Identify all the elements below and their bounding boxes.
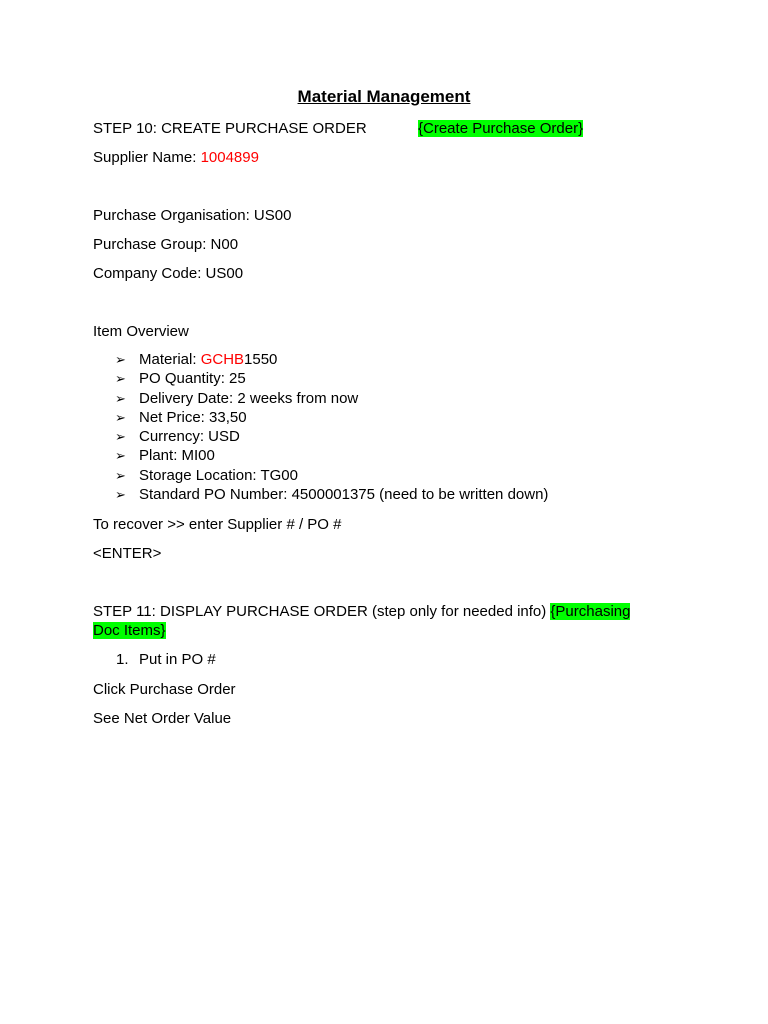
step11-heading-block [93,602,653,640]
list-item-storage-location [115,466,548,485]
company-code-line: Company Code: US00 [93,265,244,282]
item-overview-heading: Item Overview [93,323,189,340]
arrow-bullet-icon: ➢ [115,448,126,464]
standard-po-number-text: Standard PO Number: 4500001375 (need to be written down) [139,486,549,504]
recover-instruction: To recover >> enter Supplier # / PO # [93,516,342,533]
currency-text: Currency: USD [139,428,240,446]
list-number: 1. [116,651,129,668]
material-label: Material: [139,351,201,368]
step11-heading: STEP 11: DISPLAY PURCHASE ORDER (step only for needed info) [93,603,551,620]
step10-highlight: {Create Purchase Order} [418,120,584,137]
arrow-bullet-icon: ➢ [115,371,126,387]
arrow-bullet-icon: ➢ [115,352,126,367]
enter-instruction: <ENTER> [93,545,162,562]
step10-heading: STEP 10: CREATE PURCHASE ORDER [93,120,367,137]
list-item-net-price [115,408,548,427]
purchase-group-line: Purchase Group: N00 [93,236,239,253]
step10-transaction-label [418,119,583,138]
item-overview-list [115,350,548,504]
arrow-bullet-icon: ➢ [115,429,126,445]
storage-location-text: Storage Location: TG00 [139,466,298,484]
po-quantity-text: PO Quantity: 25 [139,370,246,388]
list-item-plant [115,446,548,465]
numbered-item-text: Put in PO # [139,651,216,668]
arrow-bullet-icon: ➢ [115,487,126,503]
material-code-suffix: 1550 [244,351,278,368]
document-title: Material Management [297,87,471,106]
click-po-instruction: Click Purchase Order [93,681,236,698]
arrow-bullet-icon: ➢ [115,409,126,425]
net-price-text: Net Price: 33,50 [139,408,247,426]
list-item-po-quantity [115,369,548,388]
supplier-value: 1004899 [200,149,259,166]
supplier-line [93,148,259,167]
purchase-org-line: Purchase Organisation: US00 [93,207,292,224]
see-net-order-value-instruction: See Net Order Value [93,710,232,727]
numbered-list-item [116,650,216,669]
list-item-material [115,350,548,369]
delivery-date-text: Delivery Date: 2 weeks from now [139,389,359,407]
step11-highlight: {Purchasing Doc Items} [93,603,631,639]
list-item-standard-po-number [115,485,548,504]
arrow-bullet-icon: ➢ [115,390,126,406]
arrow-bullet-icon: ➢ [115,467,126,483]
material-code-highlight: GCHB [200,351,245,368]
supplier-label: Supplier Name: [93,149,201,166]
list-item-delivery-date [115,389,548,408]
plant-text: Plant: MI00 [139,447,215,465]
list-item-currency [115,427,548,446]
